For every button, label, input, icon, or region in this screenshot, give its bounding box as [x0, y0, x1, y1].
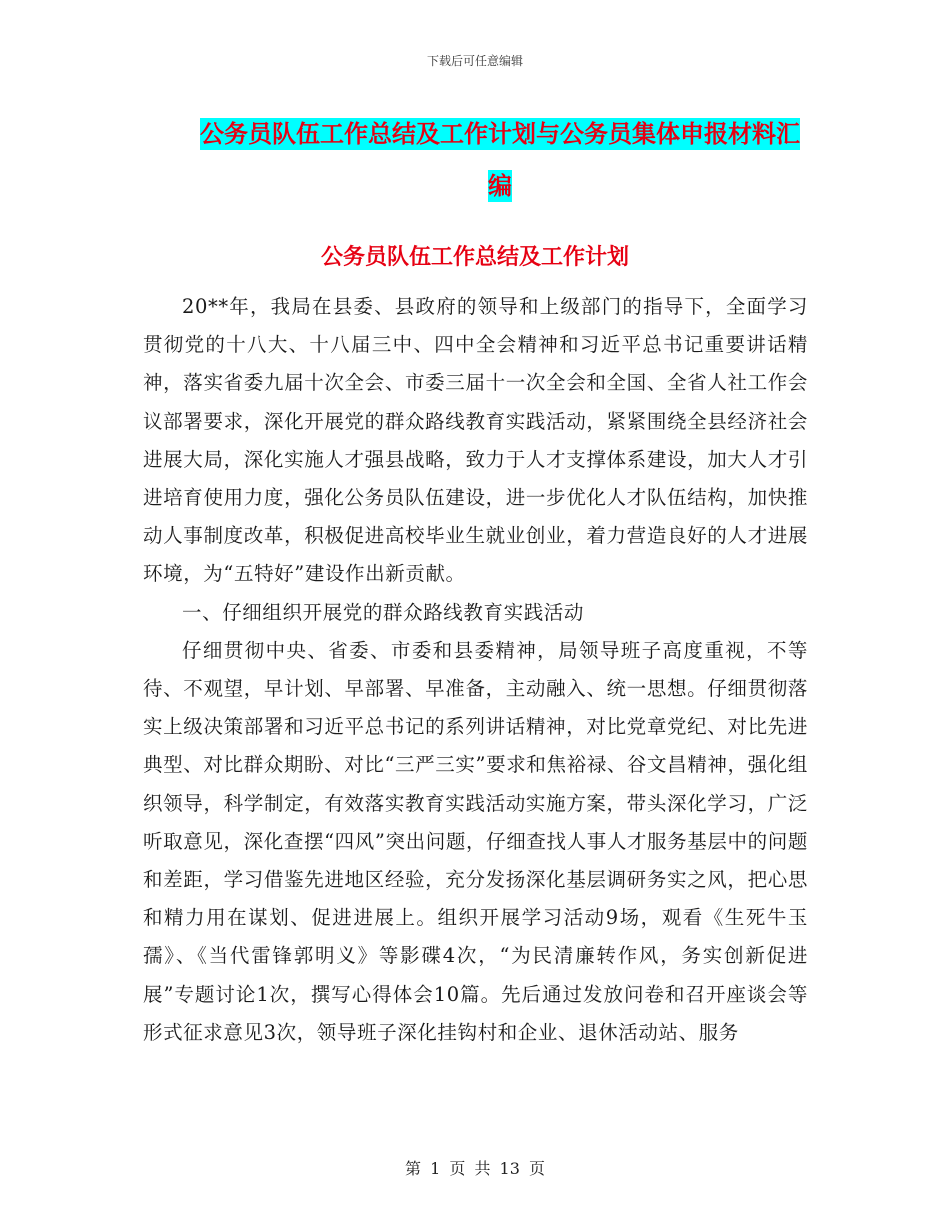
document-body [143, 288, 808, 1052]
document-title [190, 108, 810, 212]
paragraph-heading-1: 一、仔细组织开展党的群众路线教育实践活动 [182, 600, 585, 624]
section-title: 公务员队伍工作总结及工作计划 [320, 245, 629, 270]
paragraph-intro: 20**年，我局在县委、县政府的领导和上级部门的指导下，全面学习贯彻党的十八大、十八届三中、四中全会精神和习近平总书记重要讲话精神，落实省委九届十次全会、市委三届十一次全会和全国、全省人社工作会议部署要求，深化开展党的群众路线教育实践活动，紧紧围绕全县经济社会进展大局，深化实施人才强县战略，致力于人才支撑体系建设，加大人才引进培育使用力度，强化公务员队伍建设，进一步优化人才队伍结构，加快推动人事制度改革，积极促进高校毕业生就业创业，着力营造良好的人才进展环境，为“五特好”建设作出新贡献。 [143, 295, 808, 586]
document-title-text: 公务员队伍工作总结及工作计划与公务员集体申报材料汇编 [200, 120, 800, 200]
page-number: 第 1 页 共 13 页 [405, 1159, 545, 1178]
page-header-note: 下载后可任意编辑 [426, 54, 523, 68]
paragraph-activity: 仔细贯彻中央、省委、市委和县委精神，局领导班子高度重视，不等待、不观望，早计划、早部署、早准备，主动融入、统一思想。仔细贯彻落实上级决策部署和习近平总书记的系列讲话精神，对比党章党纪、对比先进典型、对比群众期盼、对比“三严三实”要求和焦裕禄、谷文昌精神，强化组织领导，科学制定，有效落实教育实践活动实施方案，带头深化学习，广泛听取意见，深化查摆“四风”突出问题，仔细查找人事人才服务基层中的问题和差距，学习借鉴先进地区经验，充分发扬深化基层调研务实之风，把心思和精力用在谋划、促进进展上。组织开展学习活动9场，观看《生死牛玉孺》、《当代雷锋郭明义》等影碟4次，“为民清廉转作风，务实创新促进展”专题讨论1次，撰写心得体会10篇。先后通过发放问卷和召开座谈会等形式征求意见3次，领导班子深化挂钩村和企业、退休活动站、服务 [143, 638, 808, 1044]
